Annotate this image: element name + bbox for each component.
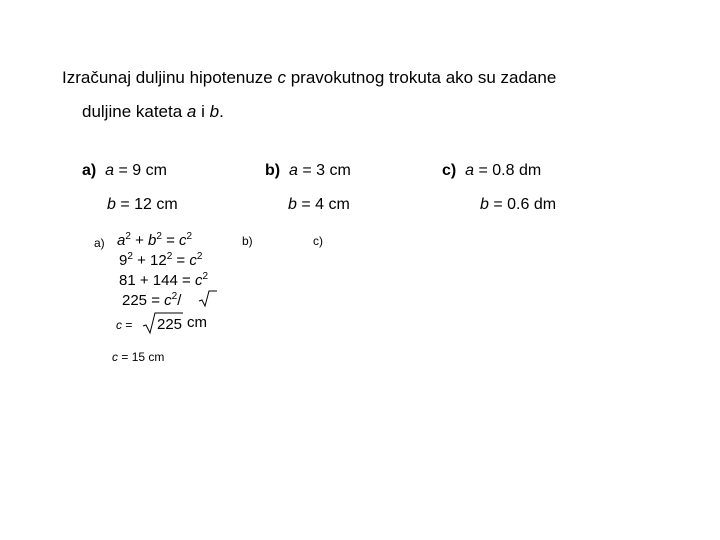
task-value: = 0.8 dm (474, 162, 542, 179)
number: 81 (119, 272, 136, 289)
task-value: = 12 cm (115, 196, 178, 213)
operator: = (177, 272, 195, 289)
task-c-leg-a (442, 162, 541, 180)
unit-label: cm (187, 314, 207, 331)
variable-a: a (105, 162, 115, 179)
exponent: 2 (127, 251, 133, 262)
exponent: 2 (166, 251, 173, 262)
root-line-label (116, 318, 132, 332)
variable-a: a (186, 102, 197, 121)
variable-c: c (179, 232, 187, 249)
variable-c: c (189, 252, 197, 269)
sum-line (122, 292, 181, 309)
variable-b: b (480, 196, 489, 213)
operator: + (132, 252, 151, 269)
slash-mark: / (177, 292, 182, 309)
squares-line (119, 272, 208, 289)
task-c-leg-b (480, 196, 556, 214)
variable-b: b (107, 196, 116, 213)
square-root-icon (198, 290, 218, 308)
variable-a: a (465, 162, 475, 179)
result-line (112, 350, 164, 364)
variable-b: b (148, 232, 157, 249)
variable-c: c (277, 68, 286, 87)
problem-line-1 (62, 68, 556, 88)
task-value: = 0.6 dm (488, 196, 557, 213)
task-value: = 3 cm (297, 162, 351, 179)
variable-a: a (117, 232, 126, 249)
operator: + (130, 232, 149, 249)
operator: = (147, 292, 165, 309)
solution-label-b: b) (242, 234, 253, 248)
square-root-expression (142, 311, 184, 335)
problem-text: pravokutnog trokuta ako su zadane (285, 68, 557, 87)
problem-text: Izračunaj duljinu hipotenuze (62, 68, 278, 87)
operator: = (161, 232, 180, 249)
variable-a: a (289, 162, 298, 179)
operator: = (122, 318, 133, 332)
exponent: 2 (186, 231, 193, 242)
task-b-leg-b (288, 196, 350, 214)
task-value: = 4 cm (296, 196, 350, 213)
task-a-leg-a (82, 162, 167, 180)
task-label: c) (442, 162, 457, 179)
radicand: 225 (157, 316, 183, 333)
problem-text: i (196, 102, 210, 121)
solution-label-a: a) (94, 236, 105, 250)
operator: + (135, 272, 153, 289)
operator: = (118, 350, 132, 364)
task-label: a) (82, 162, 97, 179)
task-label: b) (265, 162, 281, 179)
exponent: 2 (125, 231, 131, 242)
exponent: 2 (196, 251, 203, 262)
problem-text: duljine kateta (82, 102, 187, 121)
task-b-leg-a (265, 162, 351, 180)
exponent: 2 (202, 271, 208, 282)
exponent: 2 (171, 291, 178, 302)
task-a-leg-b (107, 196, 178, 214)
pythagoras-formula (117, 232, 192, 249)
number: 9 (119, 252, 128, 269)
variable-c: c (116, 318, 122, 332)
solution-label-c: c) (313, 234, 323, 248)
problem-text: . (219, 102, 224, 121)
operator: = (172, 252, 190, 269)
variable-c: c (164, 292, 172, 309)
exponent: 2 (156, 231, 162, 242)
number: 225 (122, 292, 148, 309)
substitution-line (119, 252, 202, 269)
problem-line-2 (82, 102, 224, 122)
variable-c: c (194, 272, 203, 289)
number: 144 (152, 272, 178, 289)
task-value: = 9 cm (114, 162, 167, 179)
number: 12 (150, 252, 167, 269)
variable-b: b (288, 196, 297, 213)
variable-b: b (209, 102, 220, 121)
result-value: 15 cm (131, 350, 165, 364)
variable-c: c (112, 350, 118, 364)
